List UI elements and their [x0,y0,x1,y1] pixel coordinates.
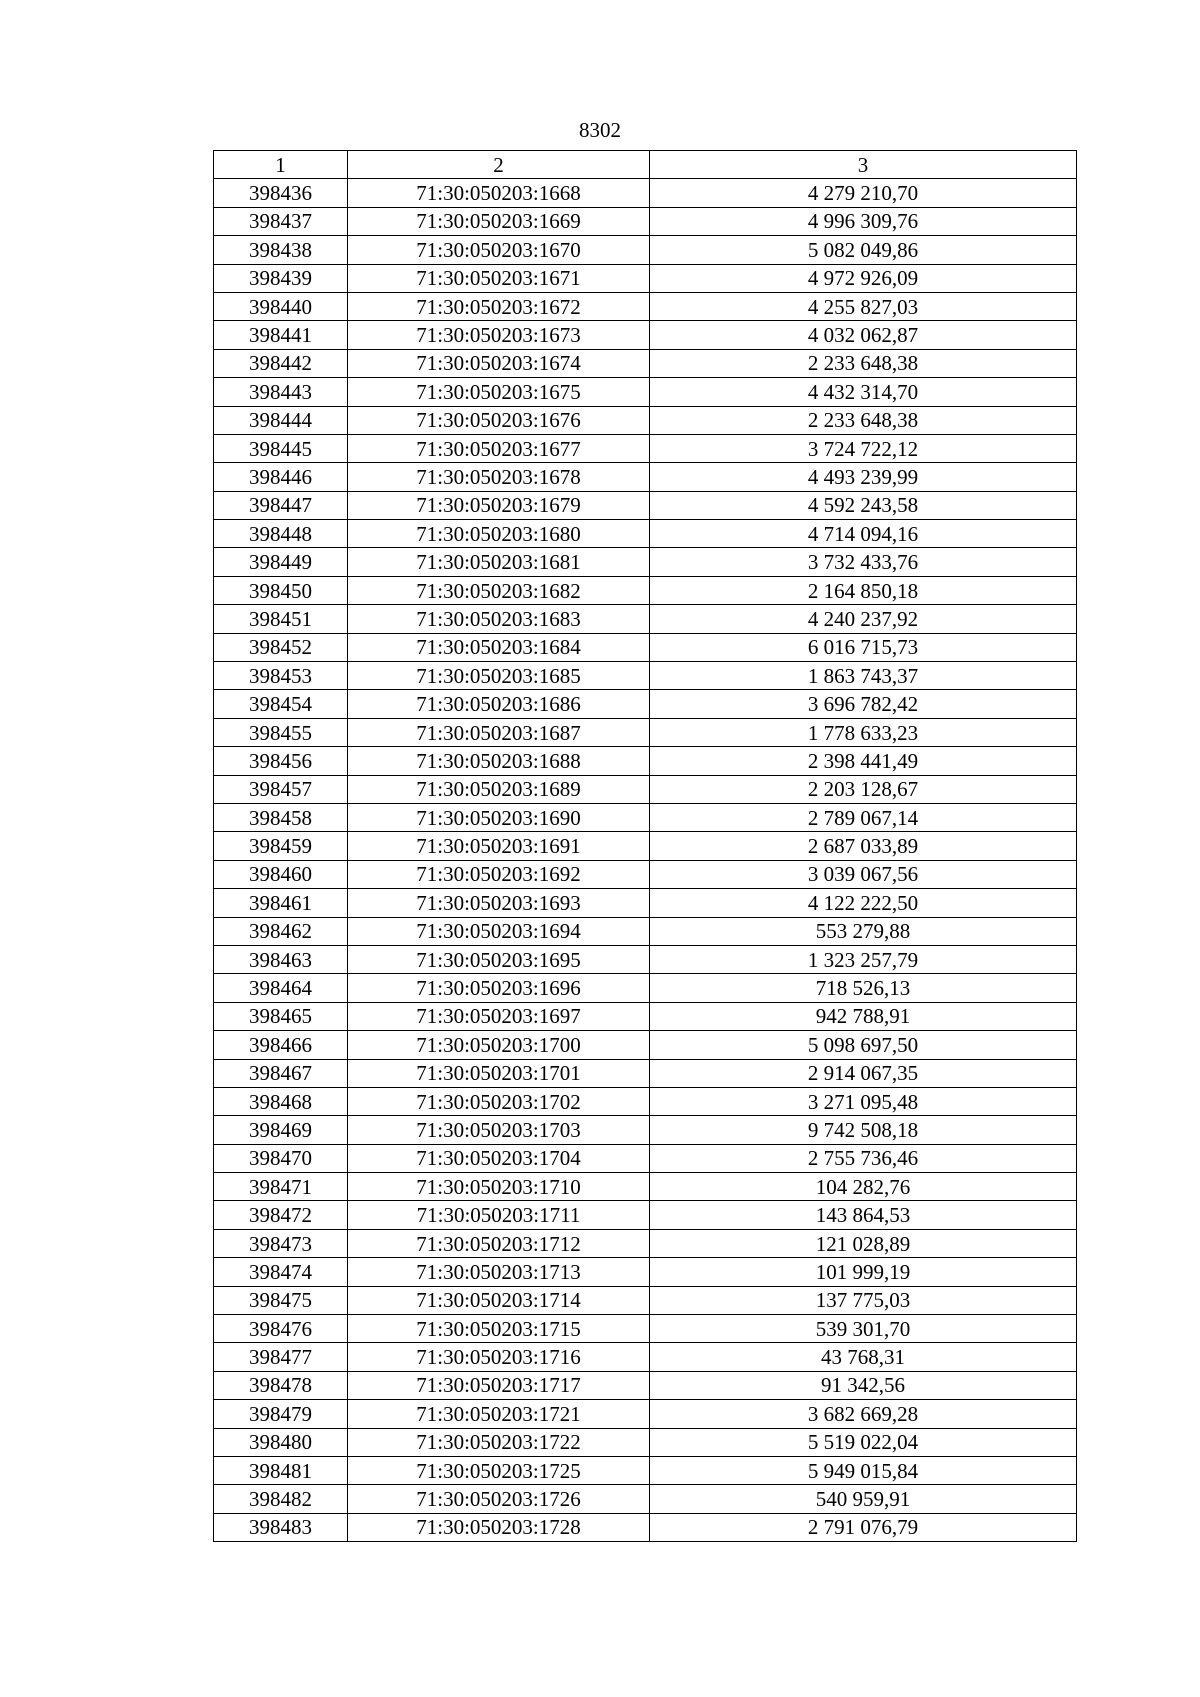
cadastral-number-cell: 71:30:050203:1686 [348,690,650,718]
cadastral-value-cell: 104 282,76 [650,1173,1077,1201]
cadastral-value-cell: 5 082 049,86 [650,236,1077,264]
table-row [214,718,1077,746]
row-number-cell: 398470 [214,1144,348,1172]
table-row [214,1513,1077,1541]
cadastral-value-cell: 4 122 222,50 [650,889,1077,917]
cadastral-number-cell: 71:30:050203:1704 [348,1144,650,1172]
cadastral-number-cell: 71:30:050203:1721 [348,1400,650,1428]
row-number-cell: 398463 [214,945,348,973]
row-number-cell: 398479 [214,1400,348,1428]
table-header [214,151,1077,179]
row-number-cell: 398440 [214,292,348,320]
column-header-2: 2 [348,151,650,179]
cadastral-number-cell: 71:30:050203:1682 [348,576,650,604]
cadastral-value-cell: 2 233 648,38 [650,349,1077,377]
cadastral-number-cell: 71:30:050203:1680 [348,520,650,548]
row-number-cell: 398464 [214,974,348,1002]
row-number-cell: 398476 [214,1315,348,1343]
table-row [214,662,1077,690]
cadastral-value-cell: 5 098 697,50 [650,1031,1077,1059]
table-row [214,1173,1077,1201]
row-number-cell: 398444 [214,406,348,434]
row-number-cell: 398455 [214,718,348,746]
cadastral-number-cell: 71:30:050203:1668 [348,179,650,207]
cadastral-number-cell: 71:30:050203:1716 [348,1343,650,1371]
row-number-cell: 398449 [214,548,348,576]
row-number-cell: 398459 [214,832,348,860]
table-row [214,605,1077,633]
table-row [214,1456,1077,1484]
table-row [214,917,1077,945]
cadastral-value-cell: 1 778 633,23 [650,718,1077,746]
row-number-cell: 398466 [214,1031,348,1059]
cadastral-value-cell: 5 519 022,04 [650,1428,1077,1456]
row-number-cell: 398436 [214,179,348,207]
cadastral-value-cell: 2 791 076,79 [650,1513,1077,1541]
row-number-cell: 398475 [214,1286,348,1314]
cadastral-number-cell: 71:30:050203:1697 [348,1002,650,1030]
row-number-cell: 398445 [214,434,348,462]
row-number-cell: 398454 [214,690,348,718]
table-row [214,1315,1077,1343]
cadastral-number-cell: 71:30:050203:1700 [348,1031,650,1059]
cadastral-value-cell: 718 526,13 [650,974,1077,1002]
cadastral-number-cell: 71:30:050203:1687 [348,718,650,746]
row-number-cell: 398465 [214,1002,348,1030]
table-row [214,974,1077,1002]
cadastral-value-cell: 3 696 782,42 [650,690,1077,718]
header-row [214,151,1077,179]
cadastral-number-cell: 71:30:050203:1683 [348,605,650,633]
cadastral-number-cell: 71:30:050203:1694 [348,917,650,945]
table-row [214,463,1077,491]
cadastral-number-cell: 71:30:050203:1678 [348,463,650,491]
cadastral-number-cell: 71:30:050203:1673 [348,321,650,349]
table-row [214,434,1077,462]
cadastral-value-cell: 5 949 015,84 [650,1456,1077,1484]
cadastral-value-cell: 101 999,19 [650,1258,1077,1286]
cadastral-value-cell: 1 323 257,79 [650,945,1077,973]
cadastral-value-cell: 2 164 850,18 [650,576,1077,604]
table-row [214,349,1077,377]
row-number-cell: 398441 [214,321,348,349]
cadastral-value-cell: 2 687 033,89 [650,832,1077,860]
table-row [214,576,1077,604]
row-number-cell: 398477 [214,1343,348,1371]
cadastral-number-cell: 71:30:050203:1715 [348,1315,650,1343]
row-number-cell: 398453 [214,662,348,690]
cadastral-number-cell: 71:30:050203:1669 [348,207,650,235]
row-number-cell: 398446 [214,463,348,491]
cadastral-number-cell: 71:30:050203:1684 [348,633,650,661]
cadastral-number-cell: 71:30:050203:1701 [348,1059,650,1087]
row-number-cell: 398456 [214,747,348,775]
cadastral-value-cell: 4 592 243,58 [650,491,1077,519]
row-number-cell: 398469 [214,1116,348,1144]
cadastral-value-cell: 2 789 067,14 [650,803,1077,831]
cadastral-value-cell: 6 016 715,73 [650,633,1077,661]
cadastral-value-cell: 1 863 743,37 [650,662,1077,690]
cadastral-value-cell: 4 432 314,70 [650,378,1077,406]
table-row [214,548,1077,576]
cadastral-value-cell: 3 039 067,56 [650,860,1077,888]
cadastral-number-cell: 71:30:050203:1695 [348,945,650,973]
cadastral-number-cell: 71:30:050203:1693 [348,889,650,917]
table-row [214,207,1077,235]
row-number-cell: 398439 [214,264,348,292]
cadastral-value-cell: 3 724 722,12 [650,434,1077,462]
cadastral-number-cell: 71:30:050203:1690 [348,803,650,831]
table-row [214,1485,1077,1513]
table-row [214,889,1077,917]
row-number-cell: 398450 [214,576,348,604]
cadastral-number-cell: 71:30:050203:1685 [348,662,650,690]
row-number-cell: 398474 [214,1258,348,1286]
cadastral-value-cell: 91 342,56 [650,1371,1077,1399]
cadastral-number-cell: 71:30:050203:1717 [348,1371,650,1399]
cadastral-value-cell: 2 398 441,49 [650,747,1077,775]
table-row [214,747,1077,775]
table-row [214,1144,1077,1172]
cadastral-number-cell: 71:30:050203:1711 [348,1201,650,1229]
table-row [214,321,1077,349]
table-row [214,945,1077,973]
table-row [214,1087,1077,1115]
cadastral-value-cell: 553 279,88 [650,917,1077,945]
cadastral-value-cell: 4 972 926,09 [650,264,1077,292]
page-number: 8302 [579,118,621,142]
cadastral-value-cell: 143 864,53 [650,1201,1077,1229]
cadastral-number-cell: 71:30:050203:1692 [348,860,650,888]
cadastral-value-cell: 4 032 062,87 [650,321,1077,349]
cadastral-number-cell: 71:30:050203:1671 [348,264,650,292]
cadastral-value-cell: 3 271 095,48 [650,1087,1077,1115]
row-number-cell: 398468 [214,1087,348,1115]
row-number-cell: 398451 [214,605,348,633]
table-row [214,1229,1077,1257]
table-row [214,1286,1077,1314]
cadastral-value-cell: 4 493 239,99 [650,463,1077,491]
cadastral-number-cell: 71:30:050203:1722 [348,1428,650,1456]
row-number-cell: 398472 [214,1201,348,1229]
cadastral-number-cell: 71:30:050203:1670 [348,236,650,264]
row-number-cell: 398443 [214,378,348,406]
cadastral-number-cell: 71:30:050203:1691 [348,832,650,860]
cadastral-number-cell: 71:30:050203:1676 [348,406,650,434]
cadastral-value-cell: 121 028,89 [650,1229,1077,1257]
cadastral-number-cell: 71:30:050203:1726 [348,1485,650,1513]
table-row [214,264,1077,292]
row-number-cell: 398437 [214,207,348,235]
cadastral-value-cell: 4 714 094,16 [650,520,1077,548]
row-number-cell: 398447 [214,491,348,519]
table-row [214,378,1077,406]
table-row [214,1428,1077,1456]
cadastral-value-cell: 540 959,91 [650,1485,1077,1513]
cadastral-number-cell: 71:30:050203:1728 [348,1513,650,1541]
row-number-cell: 398458 [214,803,348,831]
row-number-cell: 398461 [214,889,348,917]
cadastral-value-cell: 2 203 128,67 [650,775,1077,803]
cadastral-number-cell: 71:30:050203:1725 [348,1456,650,1484]
column-header-1: 1 [214,151,348,179]
table-row [214,520,1077,548]
cadastral-number-cell: 71:30:050203:1672 [348,292,650,320]
cadastral-value-cell: 2 914 067,35 [650,1059,1077,1087]
row-number-cell: 398481 [214,1456,348,1484]
table-row [214,1400,1077,1428]
cadastral-number-cell: 71:30:050203:1675 [348,378,650,406]
table-row [214,1201,1077,1229]
cadastral-number-cell: 71:30:050203:1681 [348,548,650,576]
table-row [214,1002,1077,1030]
cadastral-value-cell: 43 768,31 [650,1343,1077,1371]
row-number-cell: 398467 [214,1059,348,1087]
cadastral-value-cell: 539 301,70 [650,1315,1077,1343]
cadastral-value-cell: 4 996 309,76 [650,207,1077,235]
table-row [214,633,1077,661]
cadastral-value-cell: 9 742 508,18 [650,1116,1077,1144]
row-number-cell: 398473 [214,1229,348,1257]
row-number-cell: 398442 [214,349,348,377]
table-row [214,803,1077,831]
cadastral-number-cell: 71:30:050203:1688 [348,747,650,775]
table-row [214,832,1077,860]
cadastral-value-cell: 3 732 433,76 [650,548,1077,576]
cadastral-number-cell: 71:30:050203:1702 [348,1087,650,1115]
cadastral-value-cell: 4 255 827,03 [650,292,1077,320]
row-number-cell: 398452 [214,633,348,661]
table-row [214,1371,1077,1399]
table-row [214,860,1077,888]
row-number-cell: 398448 [214,520,348,548]
cadastral-number-cell: 71:30:050203:1689 [348,775,650,803]
table-row [214,491,1077,519]
column-header-3: 3 [650,151,1077,179]
cadastral-value-cell: 2 755 736,46 [650,1144,1077,1172]
cadastral-number-cell: 71:30:050203:1710 [348,1173,650,1201]
row-number-cell: 398471 [214,1173,348,1201]
cadastral-value-cell: 4 279 210,70 [650,179,1077,207]
table-row [214,690,1077,718]
cadastral-value-cell: 2 233 648,38 [650,406,1077,434]
cadastral-number-cell: 71:30:050203:1677 [348,434,650,462]
table-row [214,775,1077,803]
table-row [214,1258,1077,1286]
cadastral-number-cell: 71:30:050203:1712 [348,1229,650,1257]
row-number-cell: 398482 [214,1485,348,1513]
cadastral-value-cell: 942 788,91 [650,1002,1077,1030]
table-row [214,179,1077,207]
table-row [214,1059,1077,1087]
row-number-cell: 398462 [214,917,348,945]
cadastral-value-cell: 4 240 237,92 [650,605,1077,633]
cadastral-number-cell: 71:30:050203:1703 [348,1116,650,1144]
cadastral-number-cell: 71:30:050203:1679 [348,491,650,519]
table-row [214,236,1077,264]
cadastral-number-cell: 71:30:050203:1674 [348,349,650,377]
cadastral-value-cell: 137 775,03 [650,1286,1077,1314]
cadastral-value-table [213,150,1077,1542]
table-row [214,1031,1077,1059]
cadastral-number-cell: 71:30:050203:1696 [348,974,650,1002]
row-number-cell: 398483 [214,1513,348,1541]
table-row [214,1343,1077,1371]
cadastral-number-cell: 71:30:050203:1714 [348,1286,650,1314]
row-number-cell: 398480 [214,1428,348,1456]
row-number-cell: 398460 [214,860,348,888]
table-row [214,406,1077,434]
row-number-cell: 398438 [214,236,348,264]
row-number-cell: 398457 [214,775,348,803]
row-number-cell: 398478 [214,1371,348,1399]
cadastral-value-cell: 3 682 669,28 [650,1400,1077,1428]
table-body [214,179,1077,1542]
table-row [214,1116,1077,1144]
table-row [214,292,1077,320]
cadastral-number-cell: 71:30:050203:1713 [348,1258,650,1286]
